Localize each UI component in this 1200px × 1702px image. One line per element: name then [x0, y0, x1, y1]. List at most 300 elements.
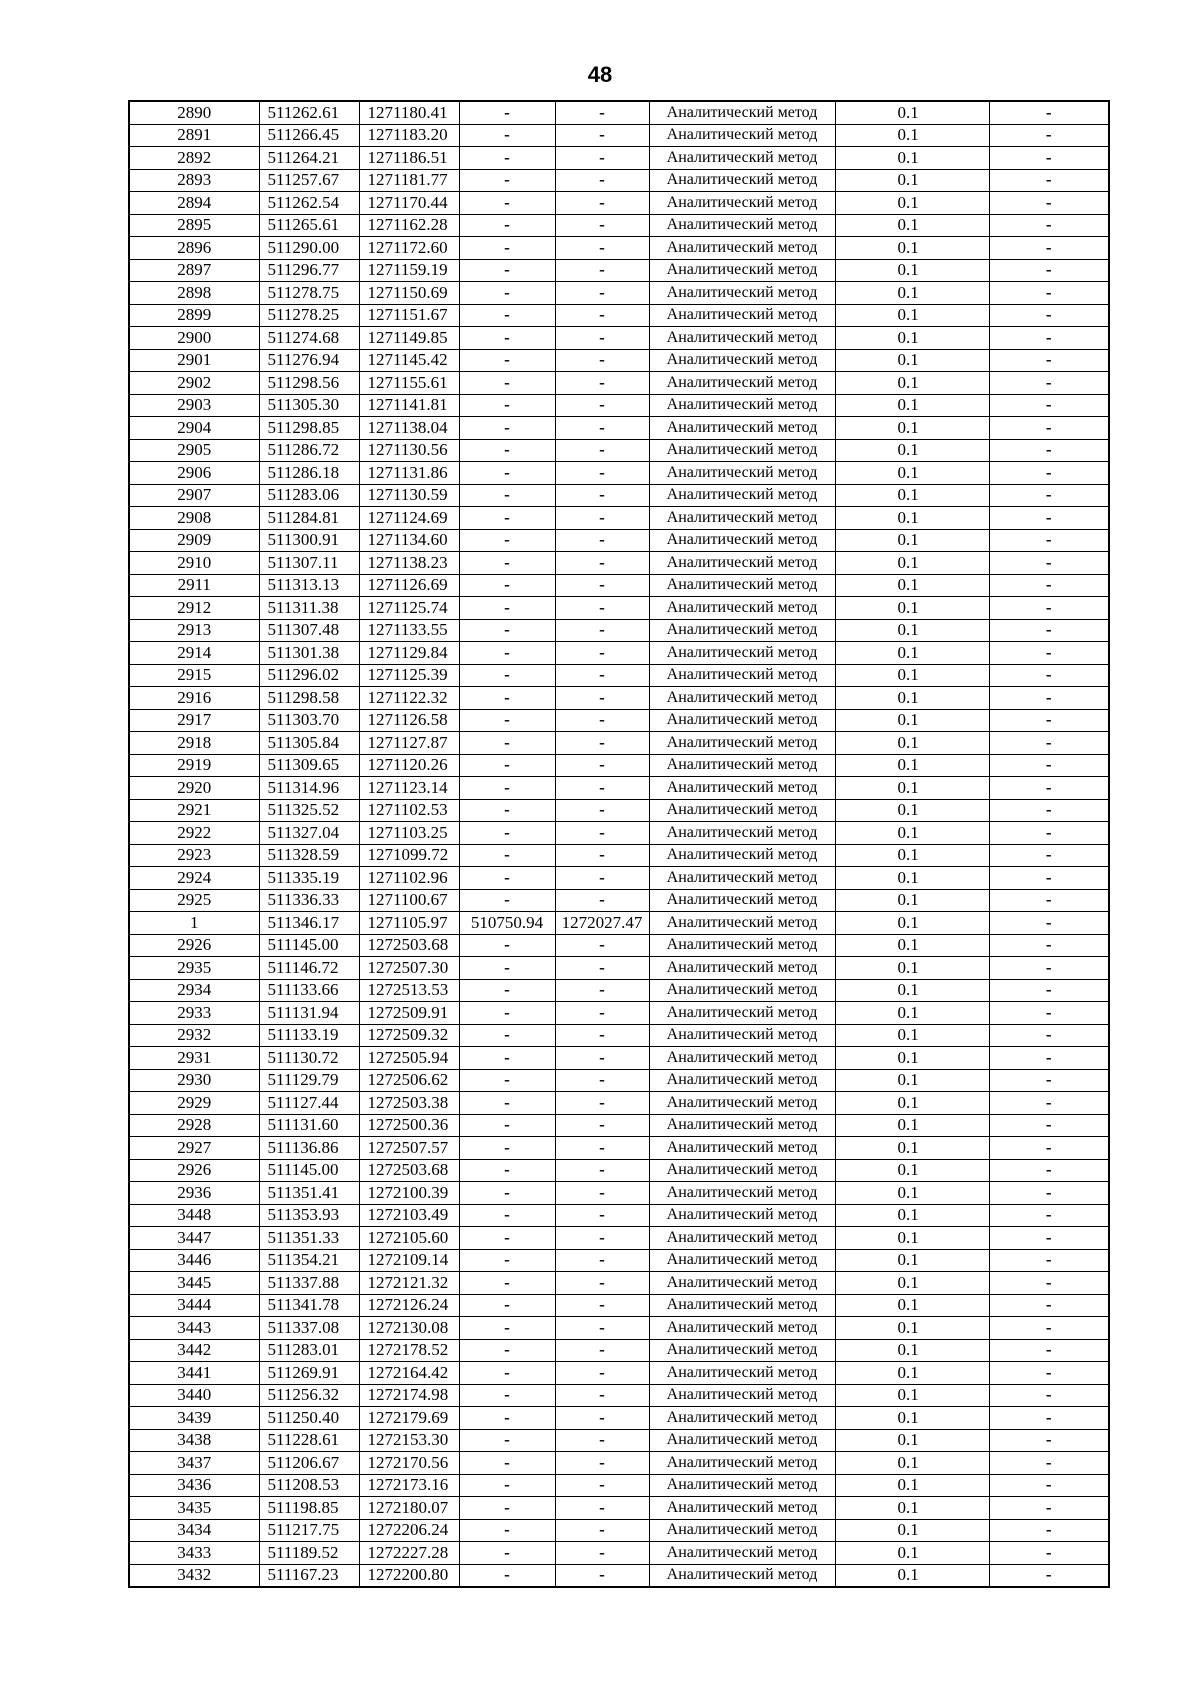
prev-x-coordinate-cell: - — [459, 619, 555, 642]
x-coordinate-cell: 511262.54 — [259, 192, 359, 215]
accuracy-cell: 0.1 — [835, 1407, 989, 1430]
prev-y-coordinate-cell: - — [555, 844, 649, 867]
note-cell: - — [989, 484, 1109, 507]
prev-x-coordinate-cell: - — [459, 732, 555, 755]
point-number-cell: 2930 — [129, 1069, 259, 1092]
prev-y-coordinate-cell: - — [555, 1542, 649, 1565]
x-coordinate-cell: 511314.96 — [259, 777, 359, 800]
note-cell: - — [989, 1294, 1109, 1317]
accuracy-cell: 0.1 — [835, 192, 989, 215]
x-coordinate-cell: 511274.68 — [259, 327, 359, 350]
prev-x-coordinate-cell: 510750.94 — [459, 912, 555, 935]
note-cell: - — [989, 777, 1109, 800]
accuracy-cell: 0.1 — [835, 664, 989, 687]
x-coordinate-cell: 511327.04 — [259, 822, 359, 845]
x-coordinate-cell: 511286.18 — [259, 462, 359, 485]
note-cell: - — [989, 1249, 1109, 1272]
prev-x-coordinate-cell: - — [459, 1519, 555, 1542]
y-coordinate-cell: 1271138.04 — [359, 417, 459, 440]
y-coordinate-cell: 1271102.53 — [359, 799, 459, 822]
prev-y-coordinate-cell: - — [555, 507, 649, 530]
accuracy-cell: 0.1 — [835, 754, 989, 777]
point-number-cell: 2918 — [129, 732, 259, 755]
x-coordinate-cell: 511307.48 — [259, 619, 359, 642]
y-coordinate-cell: 1272180.07 — [359, 1497, 459, 1520]
table-row — [129, 709, 1109, 732]
point-number-cell: 2931 — [129, 1047, 259, 1070]
method-cell: Аналитический метод — [649, 1114, 835, 1137]
x-coordinate-cell: 511133.19 — [259, 1024, 359, 1047]
x-coordinate-cell: 511167.23 — [259, 1564, 359, 1587]
y-coordinate-cell: 1272509.91 — [359, 1002, 459, 1025]
accuracy-cell: 0.1 — [835, 1159, 989, 1182]
note-cell: - — [989, 1159, 1109, 1182]
method-cell: Аналитический метод — [649, 754, 835, 777]
prev-y-coordinate-cell: - — [555, 1182, 649, 1205]
x-coordinate-cell: 511328.59 — [259, 844, 359, 867]
accuracy-cell: 0.1 — [835, 1024, 989, 1047]
accuracy-cell: 0.1 — [835, 889, 989, 912]
accuracy-cell: 0.1 — [835, 552, 989, 575]
prev-x-coordinate-cell: - — [459, 1002, 555, 1025]
point-number-cell: 2928 — [129, 1114, 259, 1137]
point-number-cell: 2919 — [129, 754, 259, 777]
prev-x-coordinate-cell: - — [459, 934, 555, 957]
accuracy-cell: 0.1 — [835, 101, 989, 124]
y-coordinate-cell: 1272503.38 — [359, 1092, 459, 1115]
table-row — [129, 889, 1109, 912]
table-row — [129, 1384, 1109, 1407]
y-coordinate-cell: 1271122.32 — [359, 687, 459, 710]
point-number-cell: 2936 — [129, 1182, 259, 1205]
method-cell: Аналитический метод — [649, 979, 835, 1002]
method-cell: Аналитический метод — [649, 1362, 835, 1385]
note-cell: - — [989, 687, 1109, 710]
y-coordinate-cell: 1272500.36 — [359, 1114, 459, 1137]
y-coordinate-cell: 1271120.26 — [359, 754, 459, 777]
prev-y-coordinate-cell: - — [555, 1407, 649, 1430]
x-coordinate-cell: 511146.72 — [259, 957, 359, 980]
method-cell: Аналитический метод — [649, 957, 835, 980]
note-cell: - — [989, 1339, 1109, 1362]
prev-x-coordinate-cell: - — [459, 462, 555, 485]
y-coordinate-cell: 1272130.08 — [359, 1317, 459, 1340]
point-number-cell: 2926 — [129, 934, 259, 957]
point-number-cell: 2898 — [129, 282, 259, 305]
prev-y-coordinate-cell: - — [555, 147, 649, 170]
table-row — [129, 732, 1109, 755]
prev-y-coordinate-cell: - — [555, 439, 649, 462]
method-cell: Аналитический метод — [649, 1407, 835, 1430]
note-cell: - — [989, 642, 1109, 665]
prev-y-coordinate-cell: - — [555, 867, 649, 890]
note-cell: - — [989, 394, 1109, 417]
y-coordinate-cell: 1272121.32 — [359, 1272, 459, 1295]
x-coordinate-cell: 511351.41 — [259, 1182, 359, 1205]
x-coordinate-cell: 511250.40 — [259, 1407, 359, 1430]
prev-y-coordinate-cell: - — [555, 349, 649, 372]
y-coordinate-cell: 1271126.58 — [359, 709, 459, 732]
x-coordinate-cell: 511305.30 — [259, 394, 359, 417]
note-cell: - — [989, 192, 1109, 215]
point-number-cell: 2912 — [129, 597, 259, 620]
accuracy-cell: 0.1 — [835, 1519, 989, 1542]
y-coordinate-cell: 1272105.60 — [359, 1227, 459, 1250]
note-cell: - — [989, 1227, 1109, 1250]
x-coordinate-cell: 511145.00 — [259, 934, 359, 957]
prev-y-coordinate-cell: - — [555, 1272, 649, 1295]
method-cell: Аналитический метод — [649, 1564, 835, 1587]
note-cell: - — [989, 101, 1109, 124]
point-number-cell: 2916 — [129, 687, 259, 710]
method-cell: Аналитический метод — [649, 1092, 835, 1115]
prev-y-coordinate-cell: - — [555, 124, 649, 147]
y-coordinate-cell: 1271125.74 — [359, 597, 459, 620]
table-row — [129, 1137, 1109, 1160]
x-coordinate-cell: 511353.93 — [259, 1204, 359, 1227]
prev-y-coordinate-cell: - — [555, 1497, 649, 1520]
point-number-cell: 2893 — [129, 169, 259, 192]
accuracy-cell: 0.1 — [835, 957, 989, 980]
accuracy-cell: 0.1 — [835, 417, 989, 440]
accuracy-cell: 0.1 — [835, 822, 989, 845]
note-cell: - — [989, 912, 1109, 935]
accuracy-cell: 0.1 — [835, 1294, 989, 1317]
accuracy-cell: 0.1 — [835, 327, 989, 350]
point-number-cell: 2909 — [129, 529, 259, 552]
accuracy-cell: 0.1 — [835, 1317, 989, 1340]
table-row — [129, 1519, 1109, 1542]
prev-x-coordinate-cell: - — [459, 1497, 555, 1520]
accuracy-cell: 0.1 — [835, 1249, 989, 1272]
method-cell: Аналитический метод — [649, 1519, 835, 1542]
prev-y-coordinate-cell: - — [555, 552, 649, 575]
y-coordinate-cell: 1271130.59 — [359, 484, 459, 507]
note-cell: - — [989, 1429, 1109, 1452]
point-number-cell: 2892 — [129, 147, 259, 170]
note-cell: - — [989, 1474, 1109, 1497]
prev-x-coordinate-cell: - — [459, 529, 555, 552]
prev-x-coordinate-cell: - — [459, 192, 555, 215]
prev-x-coordinate-cell: - — [459, 1384, 555, 1407]
x-coordinate-cell: 511303.70 — [259, 709, 359, 732]
method-cell: Аналитический метод — [649, 349, 835, 372]
accuracy-cell: 0.1 — [835, 214, 989, 237]
method-cell: Аналитический метод — [649, 1542, 835, 1565]
accuracy-cell: 0.1 — [835, 934, 989, 957]
point-number-cell: 3433 — [129, 1542, 259, 1565]
y-coordinate-cell: 1272507.30 — [359, 957, 459, 980]
table-row — [129, 799, 1109, 822]
y-coordinate-cell: 1272506.62 — [359, 1069, 459, 1092]
table-row — [129, 394, 1109, 417]
table-row — [129, 439, 1109, 462]
method-cell: Аналитический метод — [649, 1497, 835, 1520]
accuracy-cell: 0.1 — [835, 1182, 989, 1205]
note-cell: - — [989, 1452, 1109, 1475]
point-number-cell: 3441 — [129, 1362, 259, 1385]
method-cell: Аналитический метод — [649, 529, 835, 552]
y-coordinate-cell: 1271127.87 — [359, 732, 459, 755]
method-cell: Аналитический метод — [649, 484, 835, 507]
accuracy-cell: 0.1 — [835, 1339, 989, 1362]
prev-y-coordinate-cell: - — [555, 1317, 649, 1340]
x-coordinate-cell: 511257.67 — [259, 169, 359, 192]
y-coordinate-cell: 1271170.44 — [359, 192, 459, 215]
prev-y-coordinate-cell: - — [555, 1002, 649, 1025]
y-coordinate-cell: 1272178.52 — [359, 1339, 459, 1362]
method-cell: Аналитический метод — [649, 1024, 835, 1047]
prev-y-coordinate-cell: - — [555, 484, 649, 507]
x-coordinate-cell: 511133.66 — [259, 979, 359, 1002]
point-number-cell: 2917 — [129, 709, 259, 732]
table-row — [129, 462, 1109, 485]
x-coordinate-cell: 511264.21 — [259, 147, 359, 170]
note-cell: - — [989, 169, 1109, 192]
accuracy-cell: 0.1 — [835, 237, 989, 260]
x-coordinate-cell: 511311.38 — [259, 597, 359, 620]
point-number-cell: 3437 — [129, 1452, 259, 1475]
method-cell: Аналитический метод — [649, 912, 835, 935]
prev-x-coordinate-cell: - — [459, 259, 555, 282]
table-row — [129, 1497, 1109, 1520]
y-coordinate-cell: 1272513.53 — [359, 979, 459, 1002]
accuracy-cell: 0.1 — [835, 1272, 989, 1295]
accuracy-cell: 0.1 — [835, 1002, 989, 1025]
method-cell: Аналитический метод — [649, 327, 835, 350]
table-row — [129, 1092, 1109, 1115]
table-row — [129, 597, 1109, 620]
prev-y-coordinate-cell: - — [555, 1474, 649, 1497]
note-cell: - — [989, 214, 1109, 237]
prev-x-coordinate-cell: - — [459, 552, 555, 575]
point-number-cell: 2927 — [129, 1137, 259, 1160]
point-number-cell: 2890 — [129, 101, 259, 124]
x-coordinate-cell: 511300.91 — [259, 529, 359, 552]
note-cell: - — [989, 574, 1109, 597]
x-coordinate-cell: 511276.94 — [259, 349, 359, 372]
note-cell: - — [989, 462, 1109, 485]
method-cell: Аналитический метод — [649, 1294, 835, 1317]
method-cell: Аналитический метод — [649, 1339, 835, 1362]
accuracy-cell: 0.1 — [835, 394, 989, 417]
prev-x-coordinate-cell: - — [459, 327, 555, 350]
y-coordinate-cell: 1272174.98 — [359, 1384, 459, 1407]
point-number-cell: 2925 — [129, 889, 259, 912]
method-cell: Аналитический метод — [649, 1429, 835, 1452]
table-row — [129, 1069, 1109, 1092]
accuracy-cell: 0.1 — [835, 1069, 989, 1092]
table-row — [129, 1362, 1109, 1385]
method-cell: Аналитический метод — [649, 147, 835, 170]
point-number-cell: 2901 — [129, 349, 259, 372]
table-row — [129, 417, 1109, 440]
x-coordinate-cell: 511325.52 — [259, 799, 359, 822]
prev-x-coordinate-cell: - — [459, 214, 555, 237]
prev-y-coordinate-cell: - — [555, 1159, 649, 1182]
table-row — [129, 979, 1109, 1002]
x-coordinate-cell: 511336.33 — [259, 889, 359, 912]
accuracy-cell: 0.1 — [835, 259, 989, 282]
y-coordinate-cell: 1271100.67 — [359, 889, 459, 912]
prev-x-coordinate-cell: - — [459, 507, 555, 530]
method-cell: Аналитический метод — [649, 574, 835, 597]
table-row — [129, 349, 1109, 372]
table-row — [129, 1002, 1109, 1025]
prev-x-coordinate-cell: - — [459, 1272, 555, 1295]
accuracy-cell: 0.1 — [835, 1114, 989, 1137]
prev-x-coordinate-cell: - — [459, 1317, 555, 1340]
prev-y-coordinate-cell: - — [555, 934, 649, 957]
prev-x-coordinate-cell: - — [459, 1474, 555, 1497]
note-cell: - — [989, 957, 1109, 980]
point-number-cell: 2904 — [129, 417, 259, 440]
point-number-cell: 2910 — [129, 552, 259, 575]
point-number-cell: 3436 — [129, 1474, 259, 1497]
point-number-cell: 2935 — [129, 957, 259, 980]
x-coordinate-cell: 511127.44 — [259, 1092, 359, 1115]
prev-y-coordinate-cell: - — [555, 1227, 649, 1250]
point-number-cell: 3434 — [129, 1519, 259, 1542]
prev-y-coordinate-cell: - — [555, 327, 649, 350]
y-coordinate-cell: 1272126.24 — [359, 1294, 459, 1317]
note-cell: - — [989, 619, 1109, 642]
accuracy-cell: 0.1 — [835, 304, 989, 327]
prev-x-coordinate-cell: - — [459, 709, 555, 732]
prev-y-coordinate-cell: - — [555, 1092, 649, 1115]
method-cell: Аналитический метод — [649, 687, 835, 710]
prev-y-coordinate-cell: - — [555, 1249, 649, 1272]
prev-y-coordinate-cell: - — [555, 1114, 649, 1137]
y-coordinate-cell: 1271186.51 — [359, 147, 459, 170]
x-coordinate-cell: 511262.61 — [259, 101, 359, 124]
note-cell: - — [989, 1407, 1109, 1430]
y-coordinate-cell: 1271151.67 — [359, 304, 459, 327]
accuracy-cell: 0.1 — [835, 1564, 989, 1587]
note-cell: - — [989, 237, 1109, 260]
prev-x-coordinate-cell: - — [459, 1069, 555, 1092]
accuracy-cell: 0.1 — [835, 349, 989, 372]
y-coordinate-cell: 1272179.69 — [359, 1407, 459, 1430]
method-cell: Аналитический метод — [649, 192, 835, 215]
prev-y-coordinate-cell: - — [555, 1294, 649, 1317]
note-cell: - — [989, 1137, 1109, 1160]
y-coordinate-cell: 1272103.49 — [359, 1204, 459, 1227]
accuracy-cell: 0.1 — [835, 687, 989, 710]
point-number-cell: 2932 — [129, 1024, 259, 1047]
y-coordinate-cell: 1271172.60 — [359, 237, 459, 260]
x-coordinate-cell: 511296.02 — [259, 664, 359, 687]
table-row — [129, 1339, 1109, 1362]
x-coordinate-cell: 511307.11 — [259, 552, 359, 575]
prev-x-coordinate-cell: - — [459, 237, 555, 260]
table-row — [129, 934, 1109, 957]
note-cell: - — [989, 1182, 1109, 1205]
y-coordinate-cell: 1271183.20 — [359, 124, 459, 147]
prev-y-coordinate-cell: - — [555, 1069, 649, 1092]
method-cell: Аналитический метод — [649, 304, 835, 327]
table-row — [129, 687, 1109, 710]
table-row — [129, 507, 1109, 530]
prev-x-coordinate-cell: - — [459, 889, 555, 912]
prev-x-coordinate-cell: - — [459, 124, 555, 147]
y-coordinate-cell: 1272503.68 — [359, 1159, 459, 1182]
x-coordinate-cell: 511136.86 — [259, 1137, 359, 1160]
prev-x-coordinate-cell: - — [459, 169, 555, 192]
method-cell: Аналитический метод — [649, 1227, 835, 1250]
point-number-cell: 3446 — [129, 1249, 259, 1272]
table-row — [129, 237, 1109, 260]
accuracy-cell: 0.1 — [835, 709, 989, 732]
method-cell: Аналитический метод — [649, 1249, 835, 1272]
note-cell: - — [989, 1542, 1109, 1565]
accuracy-cell: 0.1 — [835, 597, 989, 620]
table-row — [129, 619, 1109, 642]
prev-x-coordinate-cell: - — [459, 642, 555, 665]
x-coordinate-cell: 511189.52 — [259, 1542, 359, 1565]
x-coordinate-cell: 511266.45 — [259, 124, 359, 147]
accuracy-cell: 0.1 — [835, 619, 989, 642]
note-cell: - — [989, 799, 1109, 822]
y-coordinate-cell: 1271159.19 — [359, 259, 459, 282]
prev-y-coordinate-cell: - — [555, 1564, 649, 1587]
method-cell: Аналитический метод — [649, 709, 835, 732]
x-coordinate-cell: 511208.53 — [259, 1474, 359, 1497]
point-number-cell: 3435 — [129, 1497, 259, 1520]
method-cell: Аналитический метод — [649, 507, 835, 530]
prev-x-coordinate-cell: - — [459, 349, 555, 372]
point-number-cell: 2902 — [129, 372, 259, 395]
prev-x-coordinate-cell: - — [459, 799, 555, 822]
note-cell: - — [989, 1002, 1109, 1025]
point-number-cell: 2895 — [129, 214, 259, 237]
table-row — [129, 777, 1109, 800]
prev-y-coordinate-cell: - — [555, 192, 649, 215]
accuracy-cell: 0.1 — [835, 147, 989, 170]
y-coordinate-cell: 1271141.81 — [359, 394, 459, 417]
prev-y-coordinate-cell: - — [555, 754, 649, 777]
accuracy-cell: 0.1 — [835, 1137, 989, 1160]
note-cell: - — [989, 372, 1109, 395]
x-coordinate-cell: 511298.58 — [259, 687, 359, 710]
x-coordinate-cell: 511351.33 — [259, 1227, 359, 1250]
point-number-cell: 2891 — [129, 124, 259, 147]
x-coordinate-cell: 511298.56 — [259, 372, 359, 395]
point-number-cell: 3445 — [129, 1272, 259, 1295]
point-number-cell: 2908 — [129, 507, 259, 530]
prev-y-coordinate-cell: 1272027.47 — [555, 912, 649, 935]
prev-x-coordinate-cell: - — [459, 282, 555, 305]
accuracy-cell: 0.1 — [835, 439, 989, 462]
method-cell: Аналитический метод — [649, 214, 835, 237]
prev-y-coordinate-cell: - — [555, 259, 649, 282]
y-coordinate-cell: 1271180.41 — [359, 101, 459, 124]
y-coordinate-cell: 1272153.30 — [359, 1429, 459, 1452]
y-coordinate-cell: 1271133.55 — [359, 619, 459, 642]
table-row — [129, 1047, 1109, 1070]
table-row — [129, 867, 1109, 890]
table-row — [129, 1159, 1109, 1182]
method-cell: Аналитический метод — [649, 237, 835, 260]
table-row — [129, 1024, 1109, 1047]
y-coordinate-cell: 1271103.25 — [359, 822, 459, 845]
prev-y-coordinate-cell: - — [555, 1452, 649, 1475]
method-cell: Аналитический метод — [649, 777, 835, 800]
point-number-cell: 2915 — [129, 664, 259, 687]
x-coordinate-cell: 511278.75 — [259, 282, 359, 305]
note-cell: - — [989, 934, 1109, 957]
prev-y-coordinate-cell: - — [555, 1362, 649, 1385]
